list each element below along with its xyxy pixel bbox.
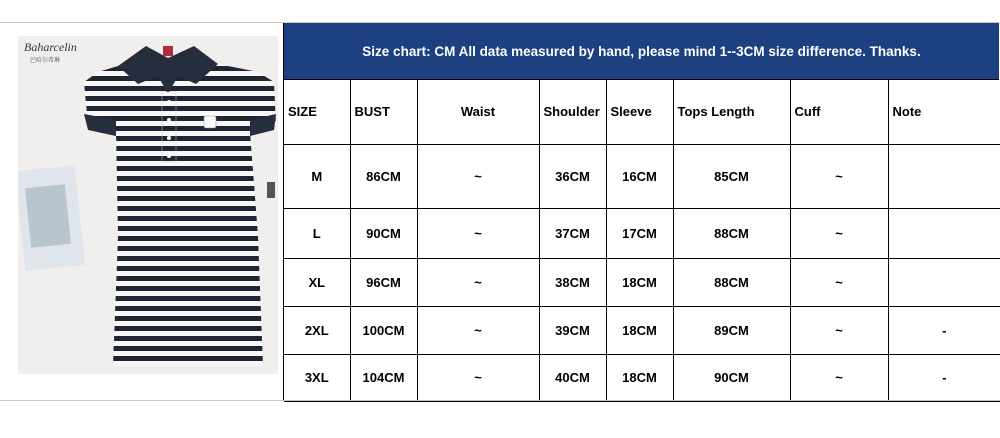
header-sleeve: Sleeve xyxy=(606,80,673,144)
cell-note xyxy=(888,144,1000,208)
product-photo xyxy=(18,36,278,374)
header-note: Note xyxy=(888,80,1000,144)
cell-note: - xyxy=(888,306,1000,354)
size-table xyxy=(284,80,1000,402)
cell-sleeve: 18CM xyxy=(606,306,673,354)
logo-badge-icon xyxy=(204,116,216,128)
cell-bust: 96CM xyxy=(350,258,417,306)
table-header-row xyxy=(284,80,1000,144)
cell-sleeve: 18CM xyxy=(606,354,673,401)
cell-waist: ~ xyxy=(417,306,539,354)
cell-sleeve: 17CM xyxy=(606,208,673,258)
cell-bust: 90CM xyxy=(350,208,417,258)
header-shoulder: Shoulder xyxy=(539,80,606,144)
brand-subtitle: 巴哈尔希琳 xyxy=(30,58,61,64)
cell-cuff: ~ xyxy=(790,208,888,258)
table-row xyxy=(284,144,1000,208)
cell-tops-length: 85CM xyxy=(673,144,790,208)
cell-size: 2XL xyxy=(284,306,350,354)
table-row xyxy=(284,306,1000,354)
table-row xyxy=(284,258,1000,306)
brand-logo: Baharcelin xyxy=(24,40,77,54)
cell-size: 3XL xyxy=(284,354,350,401)
cell-shoulder: 39CM xyxy=(539,306,606,354)
header-cuff: Cuff xyxy=(790,80,888,144)
cell-waist: ~ xyxy=(417,258,539,306)
cell-cuff: ~ xyxy=(790,258,888,306)
cell-bust: 100CM xyxy=(350,306,417,354)
cell-waist: ~ xyxy=(417,144,539,208)
table-row xyxy=(284,208,1000,258)
cell-waist: ~ xyxy=(417,354,539,401)
size-chart-banner: Size chart: CM All data measured by hand, please mind 1--3CM size difference. Thanks. xyxy=(284,23,999,80)
cell-waist: ~ xyxy=(417,208,539,258)
cell-tops-length: 90CM xyxy=(673,354,790,401)
cell-cuff: ~ xyxy=(790,354,888,401)
header-waist: Waist xyxy=(417,80,539,144)
cell-size: M xyxy=(284,144,350,208)
header-bust: BUST xyxy=(350,80,417,144)
cell-note xyxy=(888,208,1000,258)
cell-bust: 86CM xyxy=(350,144,417,208)
cell-sleeve: 18CM xyxy=(606,258,673,306)
cell-cuff: ~ xyxy=(790,306,888,354)
cell-shoulder: 38CM xyxy=(539,258,606,306)
cell-note: - xyxy=(888,354,1000,401)
cell-tops-length: 89CM xyxy=(673,306,790,354)
cell-sleeve: 16CM xyxy=(606,144,673,208)
cell-size: XL xyxy=(284,258,350,306)
cell-size: L xyxy=(284,208,350,258)
header-tops-length: Tops Length xyxy=(673,80,790,144)
header-size: SIZE xyxy=(284,80,350,144)
cell-shoulder: 40CM xyxy=(539,354,606,401)
table-row xyxy=(284,354,1000,401)
cell-shoulder: 36CM xyxy=(539,144,606,208)
bottom-divider xyxy=(0,400,1000,401)
cell-tops-length: 88CM xyxy=(673,208,790,258)
cell-tops-length: 88CM xyxy=(673,258,790,306)
cell-shoulder: 37CM xyxy=(539,208,606,258)
cell-bust: 104CM xyxy=(350,354,417,401)
striped-polo-dress-image xyxy=(18,36,278,374)
size-chart xyxy=(283,23,999,400)
cell-cuff: ~ xyxy=(790,144,888,208)
cell-note xyxy=(888,258,1000,306)
